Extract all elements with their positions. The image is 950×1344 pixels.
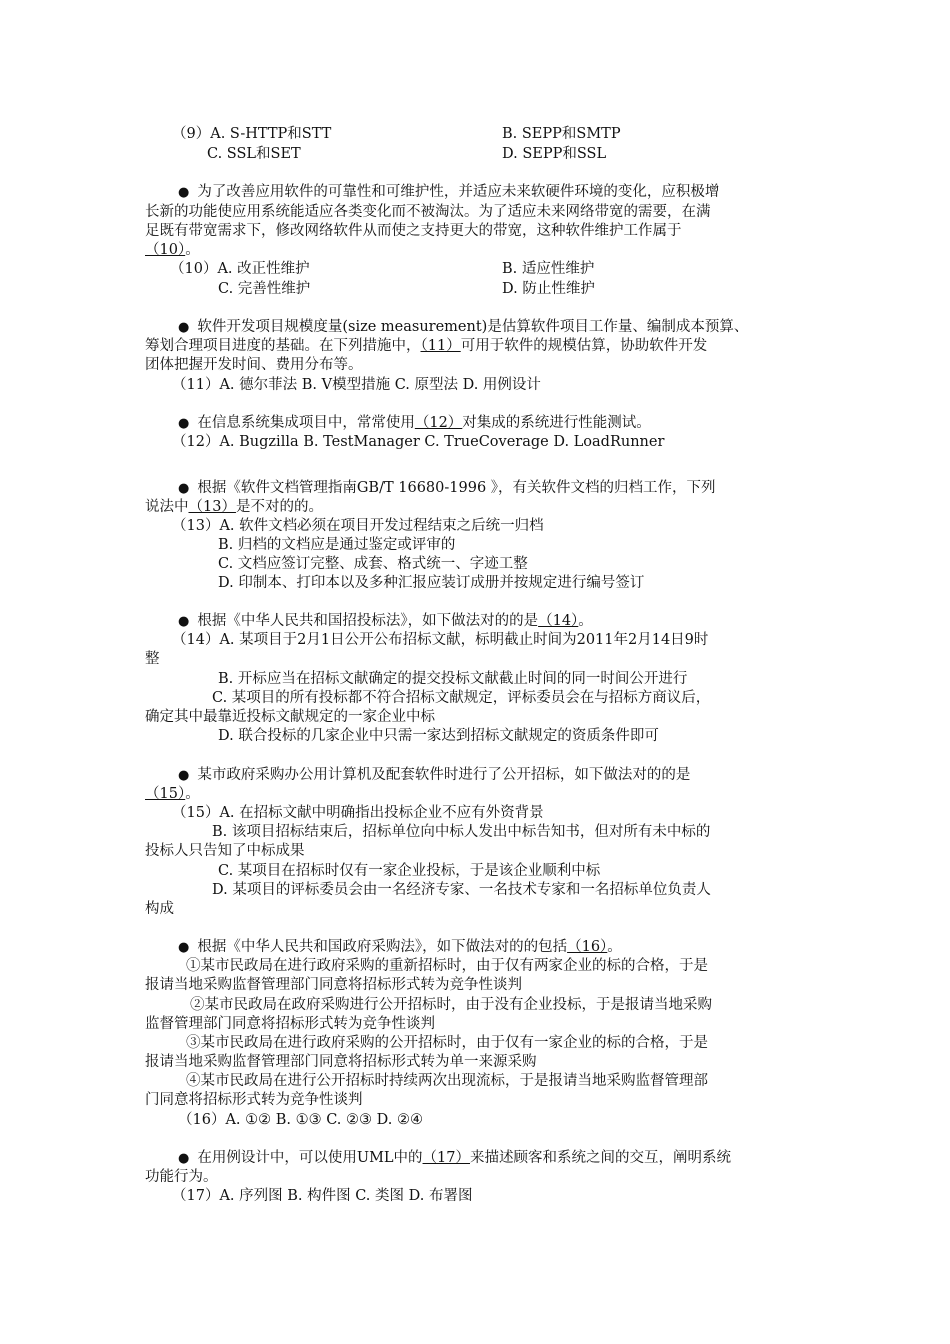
q16-item3-line1: ③某市民政局在进行政府采购的公开招标时，由于仅有一家企业的标的合格，于是: [186, 1035, 708, 1051]
q12-options: （12）A. Bugzilla B. TestManager C. TrueCoverage D. LoadRunner: [172, 434, 665, 450]
bullet-icon: ●: [178, 614, 190, 629]
q15-option-b-line2: 投标人只告知了中标成果: [145, 843, 305, 859]
q9-option-b: B. SEPP和SMTP: [502, 126, 621, 142]
q9-option-a: （9）A. S-HTTP和STT: [172, 126, 332, 142]
q15-option-d-line1: D. 某项目的评标委员会由一名经济专家、一名技术专家和一名招标单位负责人: [212, 882, 711, 898]
q13-stem-line1: ● 根据《软件文档管理指南GB/T 16680-1996 》，有关软件文档的归档工作，下列: [178, 480, 716, 496]
q15-option-c: C. 某项目在招标时仅有一家企业投标，于是该企业顺利中标: [218, 863, 601, 879]
q11-stem-line3: 团体把握开发时间、费用分布等。: [145, 357, 363, 373]
q10-option-b: B. 适应性维护: [502, 261, 595, 277]
bullet-icon: ●: [178, 940, 190, 955]
q10-blank: （10）: [145, 242, 186, 258]
q10-stem-line3: 足既有带宽需求下，修改网络软件从而使之支持更大的带宽，这种软件维护工作属于: [145, 223, 682, 239]
q14-option-a-line2: 整: [145, 651, 160, 667]
q13-option-a: （13）A. 软件文档必须在项目开发过程结束之后统一归档: [172, 518, 544, 534]
q10-option-d: D. 防止性维护: [502, 281, 595, 297]
q11-stem-line1: ● 软件开发项目规模度量(size measurement)是估算软件项目工作量、编制成本预算、: [178, 319, 749, 335]
q16-item1-line2: 报请当地采购监督管理部门同意将招标形式转为竞争性谈判: [145, 977, 522, 993]
q14-stem: ● 根据《中华人民共和国招投标法》，如下做法对的的是（14）。: [178, 613, 593, 629]
q14-option-d: D. 联合投标的几家企业中只需一家达到招标文献规定的资质条件即可: [218, 728, 659, 744]
q16-item2-line2: 监督管理部门同意将招标形式转为竞争性谈判: [145, 1016, 435, 1032]
q10-stem-line1: ● 为了改善应用软件的可靠性和可维护性，并适应未来软硬件环境的变化，应积极增: [178, 184, 720, 200]
bullet-icon: ●: [178, 481, 190, 496]
q15-stem-line1: ● 某市政府采购办公用计算机及配套软件时进行了公开招标，如下做法对的的是: [178, 767, 691, 783]
q15-stem-line2: （15）。: [145, 786, 200, 802]
q12-stem: ● 在信息系统集成项目中，常常使用（12）对集成的系统进行性能测试。: [178, 415, 651, 431]
q14-option-c-line2: 确定其中最靠近投标文献规定的一家企业中标: [145, 709, 435, 725]
bullet-icon: ●: [178, 416, 190, 431]
q10-stem-line4: （10）。: [145, 242, 200, 258]
q14-blank: （14）: [538, 613, 579, 629]
q17-stem-line2: 功能行为。: [145, 1169, 218, 1185]
q14-option-b: B. 开标应当在招标文献确定的提交投标文献截止时间的同一时间公开进行: [218, 671, 688, 687]
q15-option-d-line2: 构成: [145, 901, 174, 917]
q9-option-c: C. SSL和SET: [207, 146, 301, 162]
q16-item3-line2: 报请当地采购监督管理部门同意将招标形式转为单一来源采购: [145, 1054, 537, 1070]
bullet-icon: ●: [178, 1151, 190, 1166]
q14-option-a-line1: （14）A. 某项目于2月1日公开公布招标文献，标明截止时间为2011年2月14日9时: [172, 632, 709, 648]
q12-blank: （12）: [414, 415, 463, 431]
q11-stem-line2: 筹划合理项目进度的基础。在下列措施中，（11）可用于软件的规模估算，协助软件开发: [145, 338, 708, 354]
bullet-icon: ●: [178, 320, 190, 335]
q13-blank: （13）: [188, 499, 236, 515]
q16-stem: ● 根据《中华人民共和国政府采购法》，如下做法对的的包括（16）。: [178, 939, 622, 955]
q17-stem-line1: ● 在用例设计中，可以使用UML中的（17）来描述顾客和系统之间的交互，阐明系统: [178, 1150, 731, 1166]
q16-options: （16）A. ①② B. ①③ C. ②③ D. ②④: [178, 1112, 423, 1128]
q11-blank: （11）: [420, 338, 461, 354]
bullet-icon: ●: [178, 768, 190, 783]
q13-option-d: D. 印制本、打印本以及多种汇报应装订成册并按规定进行编号签订: [218, 575, 645, 591]
q10-option-a: （10）A. 改正性维护: [170, 261, 310, 277]
q15-option-a: （15）A. 在招标文献中明确指出投标企业不应有外资背景: [172, 805, 544, 821]
q13-option-b: B. 归档的文档应是通过鉴定或评审的: [218, 537, 456, 553]
q13-stem-line2: 说法中（13）是不对的的。: [145, 499, 323, 515]
q16-item2-line1: ②某市民政局在政府采购进行公开招标时，由于没有企业投标，于是报请当地采购: [190, 997, 712, 1013]
q9-option-d: D. SEPP和SSL: [502, 146, 607, 162]
q10-stem-line2: 长新的功能使应用系统能适应各类变化而不被淘汰。为了适应未来网络带宽的需要，在满: [145, 204, 711, 220]
q17-options: （17）A. 序列图 B. 构件图 C. 类图 D. 布署图: [172, 1188, 473, 1204]
q14-option-c-line1: C. 某项目的所有投标都不符合招标文献规定，评标委员会在与招标方商议后，: [212, 690, 711, 706]
q11-options: （11）A. 德尔菲法 B. V模型措施 C. 原型法 D. 用例设计: [172, 377, 541, 393]
q15-blank: （15）: [145, 786, 186, 802]
bullet-icon: ●: [178, 185, 190, 200]
q17-blank: （17）: [422, 1150, 470, 1166]
q16-item4-line2: 门同意将招标形式转为竞争性谈判: [145, 1092, 363, 1108]
q13-option-c: C. 文档应签订完整、成套、格式统一、字迹工整: [218, 556, 528, 572]
q10-option-c: C. 完善性维护: [218, 281, 311, 297]
q16-item4-line1: ④某市民政局在进行公开招标时持续两次出现流标，于是报请当地采购监督管理部: [186, 1073, 708, 1089]
q15-option-b-line1: B. 该项目招标结束后，招标单位向中标人发出中标告知书，但对所有未中标的: [212, 824, 711, 840]
q16-blank: （16）: [567, 939, 608, 955]
q16-item1-line1: ①某市民政局在进行政府采购的重新招标时，由于仅有两家企业的标的合格，于是: [186, 958, 708, 974]
